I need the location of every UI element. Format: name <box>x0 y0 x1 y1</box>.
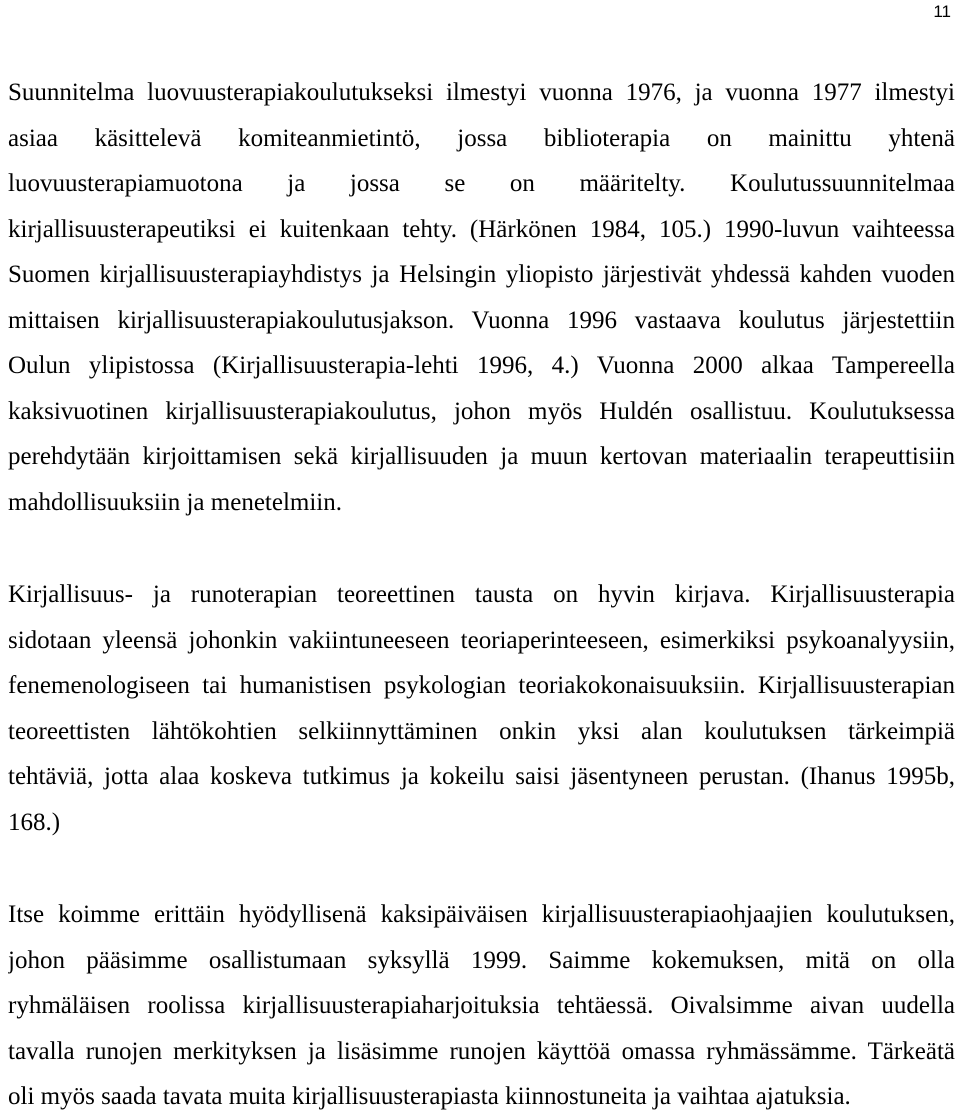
text-line: kirjallisuusterapeutiksi ei kuitenkaan tehty. (Härkönen 1984, 105.) 1990-luvun vaihteessa <box>8 215 955 243</box>
text-line: sidotaan yleensä johonkin vakiintuneeseen teoriaperinteeseen, esimerkiksi psykoanalyysiin, <box>8 626 955 654</box>
text-line: kaksivuotinen kirjallisuusterapiakoulutus, johon myös Huldén osallistuu. Koulutuksessa <box>8 397 955 425</box>
paragraph-3 <box>8 900 955 1112</box>
text-line: Itse koimme erittäin hyödyllisenä kaksipäiväisen kirjallisuusterapiaohjaajien koulutuksen, <box>8 901 955 928</box>
text-line: tehtäviä, jotta alaa koskeva tutkimus ja kokeilu saisi jäsentyneen perustan. (Ihanus 1995b, <box>8 763 955 790</box>
text-line: Kirjallisuus- ja runoterapian teoreettinen tausta on hyvin kirjava. Kirjallisuusterapia <box>8 581 955 608</box>
text-line: asiaa käsittelevä komiteanmietintö, jossa biblioterapia on mainittu yhtenä <box>8 124 955 152</box>
text-line: teoreettisten lähtökohtien selkiinnyttäminen onkin yksi alan koulutuksen tärkeimpiä <box>8 717 955 745</box>
text-line: perehdytään kirjoittamisen sekä kirjallisuuden ja muun kertovan materiaalin terapeuttisiin <box>8 443 955 470</box>
paragraph-1 <box>8 78 955 518</box>
text-line: Oulun ylipistossa (Kirjallisuusterapia-lehti 1996, 4.) Vuonna 2000 alkaa Tampereella <box>8 352 955 379</box>
text-line: tavalla runojen merkityksen ja lisäsimme runojen käyttöä omassa ryhmässämme. Tärkeätä <box>8 1037 955 1065</box>
paragraph-2 <box>8 580 955 838</box>
text-line: luovuusterapiamuotona ja jossa se on määritelty. Koulutussuunnitelmaa <box>8 170 955 197</box>
text-line: mahdollisuuksiin ja menetelmiin. <box>8 488 342 516</box>
text-line: 168.) <box>8 808 61 836</box>
page-number: 11 <box>933 2 951 21</box>
text-line: johon pääsimme osallistumaan syksyllä 1999. Saimme kokemuksen, mitä on olla <box>8 946 955 974</box>
text-line: fenemenologiseen tai humanistisen psykologian teoriakokonaisuuksiin. Kirjallisuusterapian <box>8 672 955 699</box>
text-line: oli myös saada tavata muita kirjallisuusterapiasta kiinnostuneita ja vaihtaa ajatuksia. <box>8 1083 851 1110</box>
text-line: Suunnitelma luovuusterapiakoulutukseksi ilmestyi vuonna 1976, ja vuonna 1977 ilmestyi <box>8 79 955 106</box>
text-line: mittaisen kirjallisuusterapiakoulutusjakson. Vuonna 1996 vastaava koulutus järjestettiin <box>8 306 955 334</box>
text-line: ryhmäläisen roolissa kirjallisuusterapiaharjoituksia tehtäessä. Oivalsimme aivan uudella <box>8 992 955 1019</box>
text-line: Suomen kirjallisuusterapiayhdistys ja Helsingin yliopisto järjestivät yhdessä kahden vuoden <box>8 261 955 288</box>
